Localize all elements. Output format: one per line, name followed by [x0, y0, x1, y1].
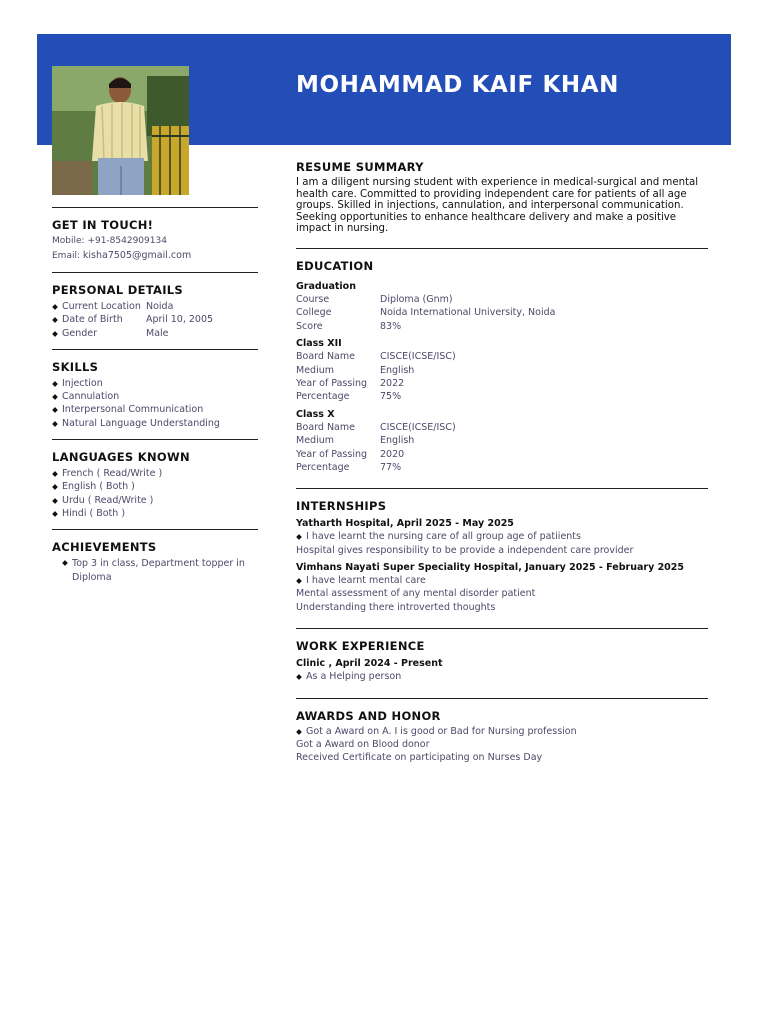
contact-section	[52, 207, 258, 263]
languages-section	[52, 439, 258, 520]
personal-section	[52, 272, 258, 340]
list-item: English ( Both )	[52, 480, 258, 493]
list-item: I have learnt mental care	[296, 574, 708, 587]
table-row: College Noida International University, Noida	[296, 307, 556, 319]
left-column	[52, 207, 258, 584]
list-item: As a Helping person	[296, 670, 708, 683]
personal-list	[52, 300, 258, 340]
achievements-section	[52, 529, 258, 584]
internships-heading: INTERNSHIPS	[296, 499, 387, 514]
skills-list	[52, 377, 258, 430]
work-title: Clinic , April 2024 - Present	[296, 658, 443, 670]
class12-title: Class XII	[296, 338, 342, 350]
email-address[interactable]: kisha7505@gmail.com	[82, 249, 192, 261]
achievements-heading: ACHIEVEMENTS	[52, 540, 157, 555]
contact-heading: GET IN TOUCH!	[52, 218, 154, 232]
list-item: French ( Read/Write )	[52, 467, 258, 480]
education-section	[296, 248, 708, 474]
table-row: Year of Passing 2022	[296, 378, 405, 389]
work-heading: WORK EXPERIENCE	[296, 639, 425, 654]
table-row: Board Name CISCE(ICSE/ISC)	[296, 421, 456, 433]
candidate-name: MOHAMMAD KAIF KHAN	[296, 72, 619, 98]
list-item: Urdu ( Read/Write )	[52, 494, 258, 507]
summary-heading: RESUME SUMMARY	[296, 160, 424, 174]
skills-heading: SKILLS	[52, 359, 99, 374]
work-section	[296, 628, 708, 683]
summary-text: I am a diligent nursing student with experience in medical-surgical and mental health care. Committed to providing independent care for patients of all age groups. Skilled in injections, cannulation, and interpersonal communication. Seeking opportunities to enhance healthcare delivery and make a positive impact in nursing.	[296, 177, 699, 235]
languages-list	[52, 467, 258, 520]
table-row: Score 83%	[296, 320, 402, 332]
list-item: Natural Language Understanding	[52, 417, 258, 430]
list-item: Injection	[52, 377, 258, 390]
mobile-number: +91-8542909134	[87, 236, 167, 246]
personal-heading: PERSONAL DETAILS	[52, 283, 183, 297]
mobile-line: Mobile: +91-8542909134	[52, 236, 167, 246]
internship-line: Understanding there introverted thoughts	[296, 601, 496, 613]
list-item: Gender Male	[52, 327, 258, 340]
list-item: I have learnt the nursing care of all group age of patiients	[296, 530, 708, 543]
email-line: Email: kisha7505@gmail.com	[52, 249, 192, 261]
award-line: Got a Award on Blood donor	[296, 738, 430, 750]
education-heading: EDUCATION	[296, 258, 374, 273]
profile-photo	[52, 66, 189, 195]
table-row: Percentage 77%	[296, 462, 402, 474]
table-row: Board Name CISCE(ICSE/ISC)	[296, 351, 456, 363]
list-item: Cannulation	[52, 390, 258, 403]
internship-line: Mental assessment of any mental disorder patient	[296, 588, 536, 600]
internship-title: Vimhans Nayati Super Speciality Hospital, January 2025 - February 2025	[296, 562, 685, 574]
list-item: Got a Award on A. I is good or Bad for Nursing profession	[296, 725, 708, 738]
table-row: Year of Passing 2020	[296, 448, 405, 460]
list-item: Current Location Noida	[52, 300, 258, 313]
achievement-item: Top 3 in class, Department topper in Diploma	[62, 557, 258, 584]
internship-line: Hospital gives responsibility to be provide a independent care provider	[296, 544, 634, 556]
internship-title: Yatharth Hospital, April 2025 - May 2025	[296, 518, 514, 530]
table-row: Medium English	[296, 364, 415, 376]
awards-heading: AWARDS AND HONOR	[296, 708, 441, 723]
table-row: Medium English	[296, 435, 415, 447]
awards-section	[296, 698, 708, 765]
table-row: Course Diploma (Gnm)	[296, 293, 453, 305]
list-item: Date of Birth April 10, 2005	[52, 313, 258, 326]
graduation-title: Graduation	[296, 280, 356, 292]
table-row: Percentage 75%	[296, 391, 402, 403]
internships-section	[296, 488, 708, 614]
languages-heading: LANGUAGES KNOWN	[52, 450, 190, 465]
skills-section	[52, 349, 258, 430]
right-column	[296, 160, 708, 765]
class10-title: Class X	[296, 408, 335, 420]
list-item: Interpersonal Communication	[52, 403, 258, 416]
award-line: Received Certificate on participating on Nurses Day	[296, 752, 543, 764]
list-item: Hindi ( Both )	[52, 507, 258, 520]
summary-section	[296, 160, 708, 235]
